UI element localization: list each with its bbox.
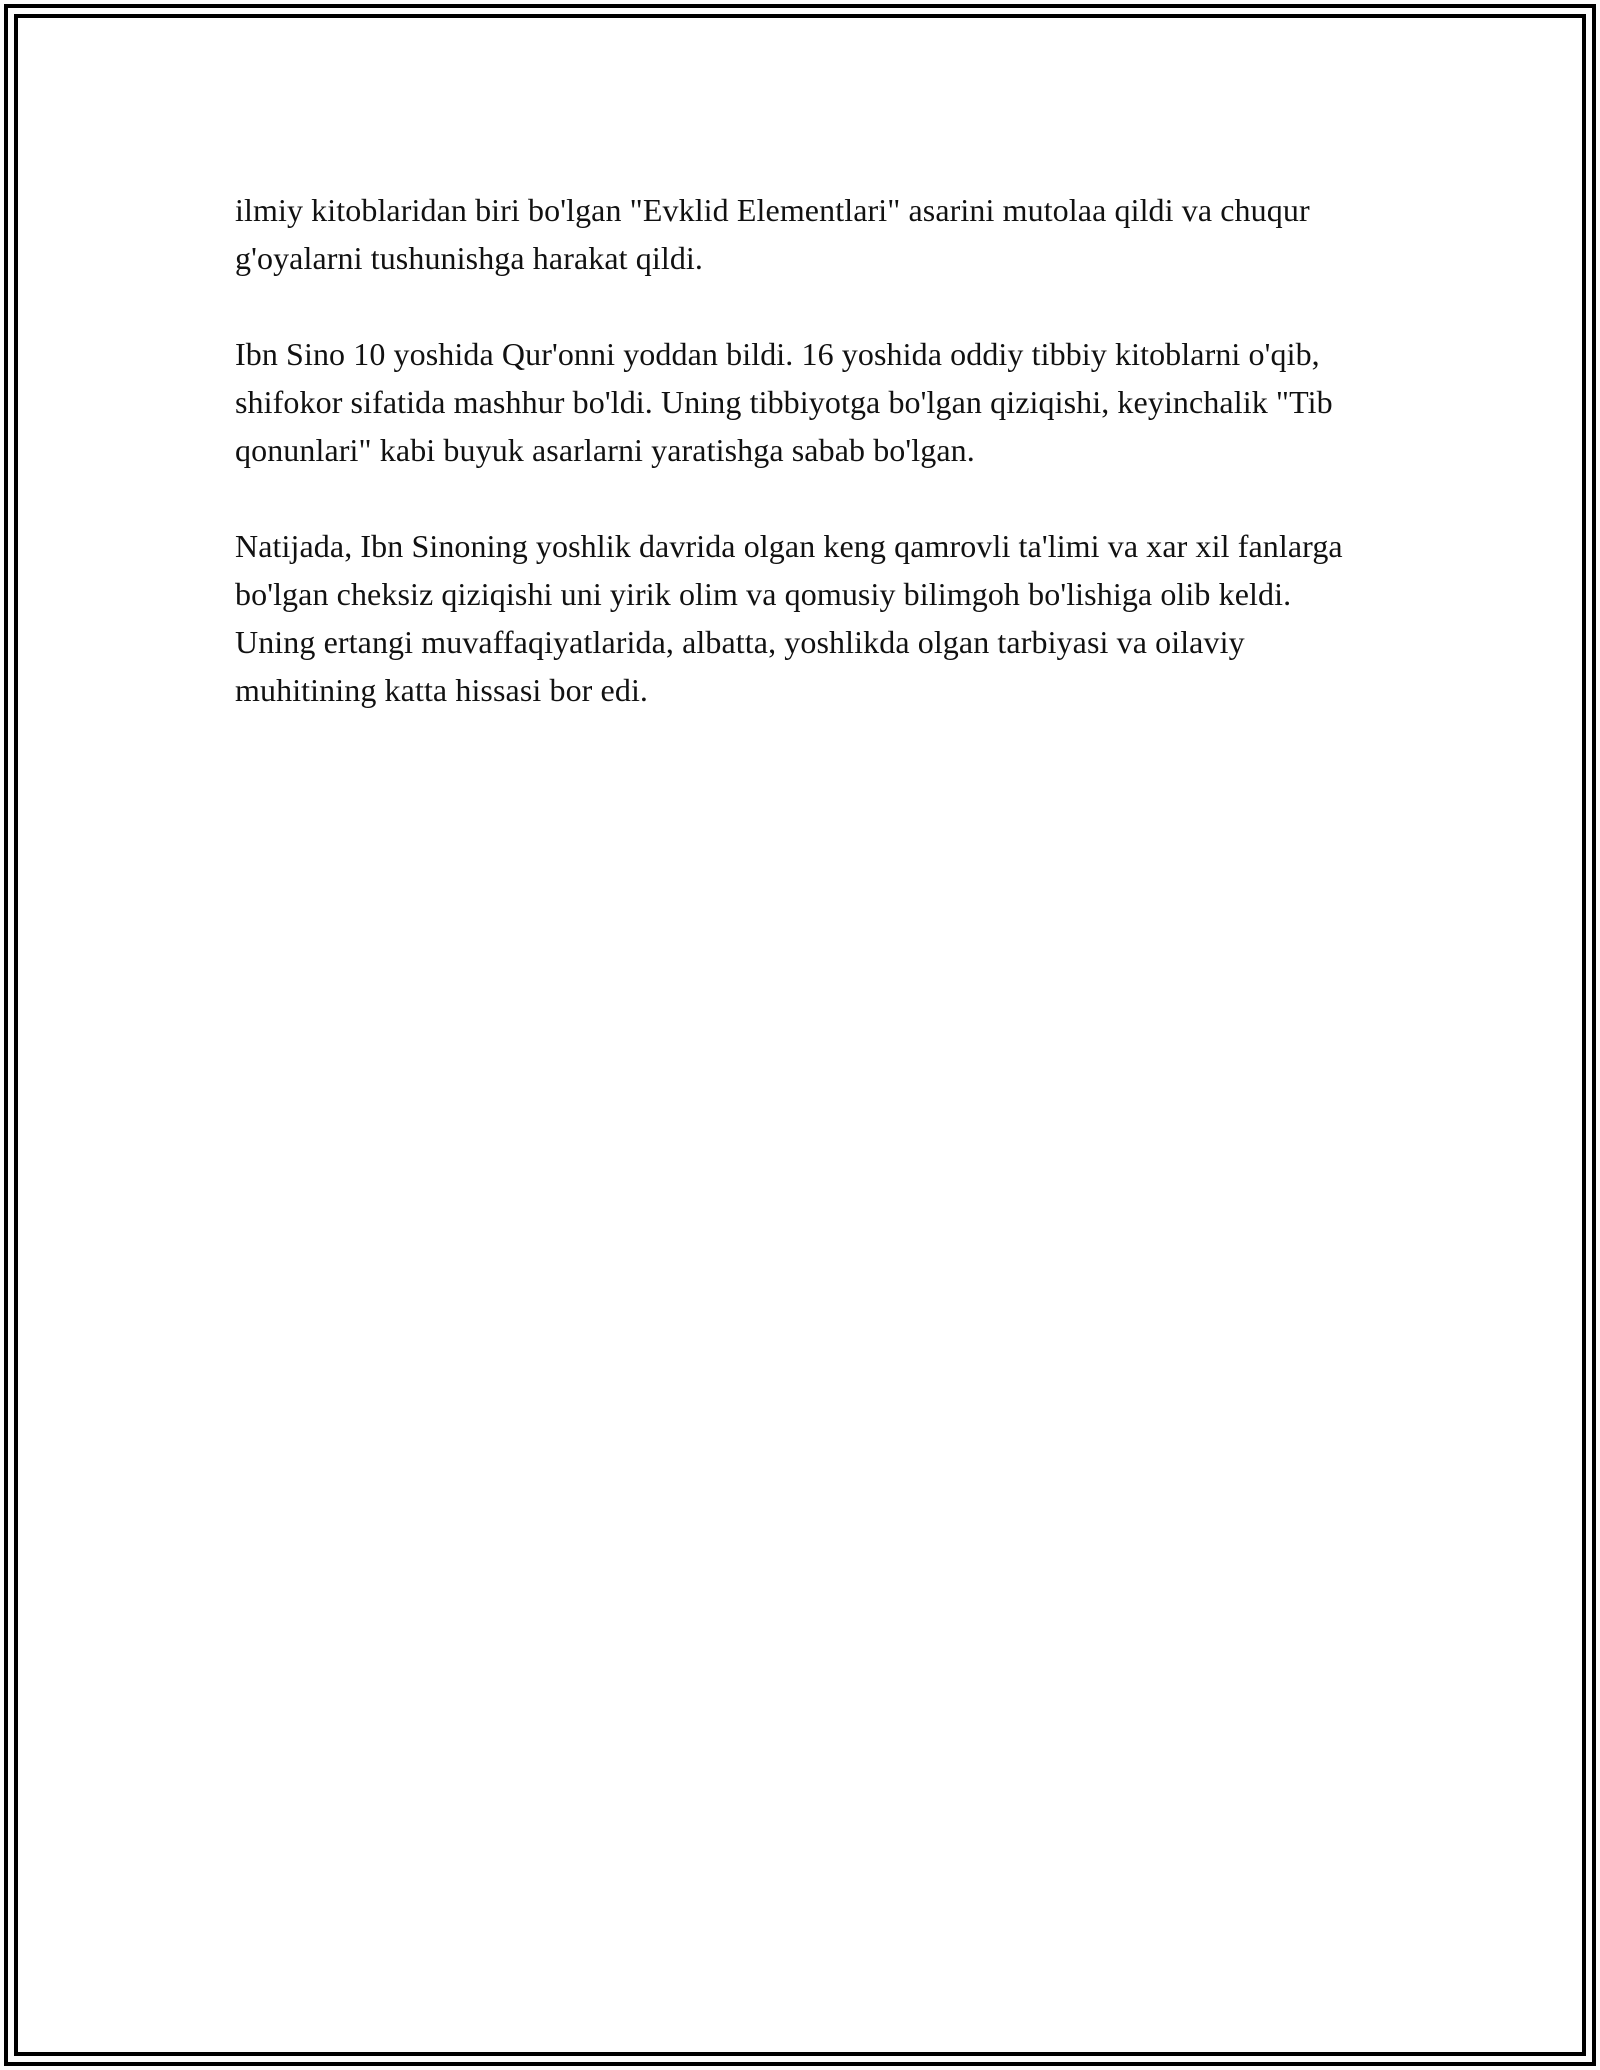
- paragraph-1: ilmiy kitoblaridan biri bo'lgan "Evklid Elementlari" asarini mutolaa qildi va chuqur g'oyalarni tushunishga harakat qildi.: [235, 192, 1310, 276]
- paragraph-3: Natijada, Ibn Sinoning yoshlik davrida olgan keng qamrovli ta'limi va xar xil fanlarga bo'lgan cheksiz qiziqishi uni yirik olim va qomusiy bilimgoh bo'lishiga olib keldi. Uning ertangi muvaffaqiyatlarida, albatta, yoshlikda olgan tarbiyasi va oilaviy muhitining katta hissasi bor edi.: [235, 528, 1343, 708]
- document-body: [235, 186, 1375, 762]
- paragraph-2: Ibn Sino 10 yoshida Qur'onni yoddan bildi. 16 yoshida oddiy tibbiy kitoblarni o'qib, shifokor sifatida mashhur bo'ldi. Uning tibbiyotga bo'lgan qiziqishi, keyinchalik "Tib qonunlari" kabi buyuk asarlarni yaratishga sabab bo'lgan.: [235, 336, 1333, 468]
